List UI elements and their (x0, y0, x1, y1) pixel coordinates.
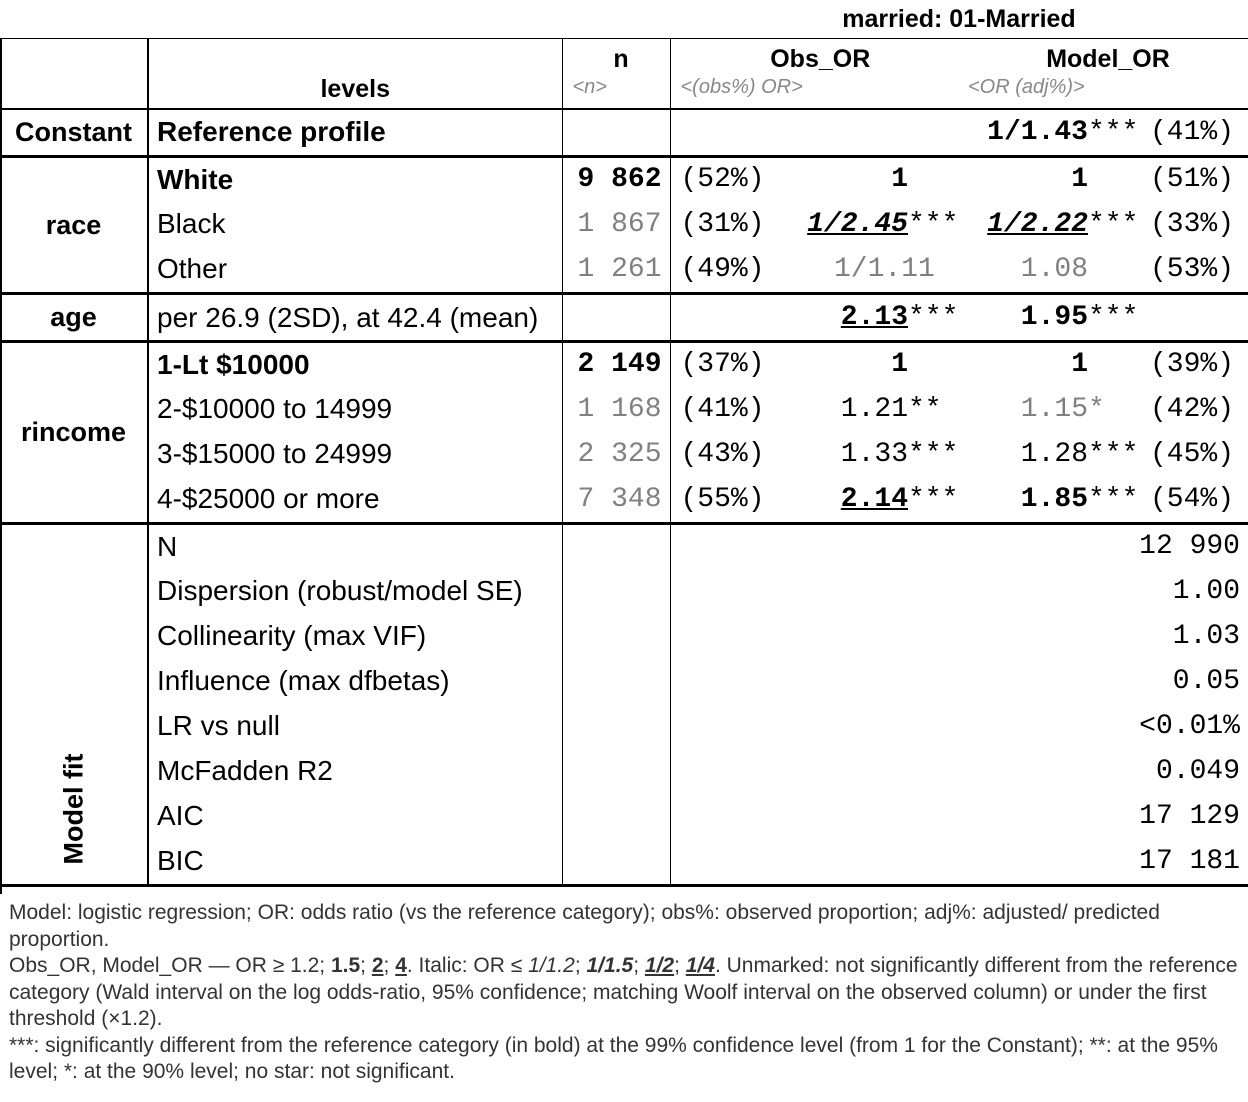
fit-value: 17 181 (1139, 845, 1240, 877)
header-obs-sub: <(obs%) OR> (680, 76, 803, 98)
rincome-model-pct: (42%) (1150, 393, 1235, 425)
fit-row (0, 704, 1248, 749)
constant-model-pct: (41%) (1150, 116, 1235, 148)
footnote-model: Model: logistic regression; OR: odds ratio (vs the reference category); obs%: observed proportion; adj%: adjusted/ predicted proportion. (9, 901, 1160, 951)
race-model-pct: (51%) (1150, 164, 1235, 196)
race-model-or: 1.08 (1020, 253, 1088, 285)
rincome-obs-or: 2.14*** (840, 483, 959, 515)
rincome-obs-or: 1.33*** (840, 438, 959, 470)
race-obs-or: 1/2.45*** (807, 208, 959, 240)
race-model-pct: (53%) (1150, 253, 1235, 285)
header-obs-or: Obs_OR (770, 45, 871, 73)
rincome-level: 3-$15000 to 24999 (148, 432, 562, 477)
race-n: 1 261 (562, 247, 670, 294)
footnotes (9, 900, 1241, 1086)
rincome-level: 4-$25000 or more (148, 477, 562, 524)
age-model-or: 1.95*** (1020, 302, 1139, 333)
table-row (0, 247, 1248, 294)
race-model-or: 1 (1071, 164, 1088, 196)
fit-row (0, 569, 1248, 614)
race-obs-pct: (31%) (680, 208, 765, 240)
rincome-n: 7 348 (562, 477, 670, 524)
fit-row (0, 614, 1248, 659)
constant-level: Reference profile (148, 109, 562, 157)
fit-value: 12 990 (1139, 531, 1240, 563)
footnote-thresholds: Obs_OR, Model_OR — OR ≥ 1.2; 1.5; 2; 4. Italic: OR ≤ 1/1.2; 1/1.5; 1/2; 1/4. Unmarked: not significantly different from the reference category (Wald interval on the log odds-ratio, 95% confidence; matching Woolf interval on the observed column) or under the first threshold (×1.2). (9, 954, 1238, 1030)
group-race: race (0, 157, 148, 294)
table-row (0, 432, 1248, 477)
group-model-fit-cell (0, 524, 148, 886)
fit-row (0, 749, 1248, 794)
rincome-model-pct: (54%) (1150, 483, 1235, 515)
fit-label: McFadden R2 (148, 749, 562, 794)
header-model-or: Model_OR (1046, 45, 1170, 73)
fit-label: N (148, 524, 562, 569)
rincome-n: 1 168 (562, 387, 670, 432)
rincome-obs-pct: (43%) (680, 438, 765, 470)
rincome-n: 2 325 (562, 432, 670, 477)
rincome-obs-pct: (55%) (680, 483, 765, 515)
rincome-model-pct: (39%) (1150, 349, 1235, 381)
fit-value: 17 129 (1139, 800, 1240, 832)
fit-label: Influence (max dfbetas) (148, 659, 562, 704)
header-n-sub: <n> (572, 76, 607, 98)
fit-label: Collinearity (max VIF) (148, 614, 562, 659)
header-model-sub: <OR (adj%)> (968, 76, 1085, 98)
fit-label: LR vs null (148, 704, 562, 749)
race-level: Other (148, 247, 562, 294)
header-n: n (613, 45, 629, 73)
race-obs-or: 1/1.11 (834, 253, 935, 285)
rincome-model-or: 1 (1071, 349, 1088, 381)
header-obs-cell (670, 39, 960, 109)
race-obs-pct: (49%) (680, 253, 765, 285)
race-level: White (148, 157, 562, 202)
age-level: per 26.9 (2SD), at 42.4 (mean) (148, 294, 562, 342)
race-obs-or: 1 (891, 164, 908, 196)
group-model-fit: Model fit (58, 753, 88, 865)
fit-value: 0.05 (1172, 665, 1240, 697)
rincome-model-or: 1.28*** (1020, 438, 1139, 470)
rincome-obs-pct: (41%) (680, 393, 765, 425)
rincome-model-pct: (45%) (1150, 438, 1235, 470)
group-constant: Constant (0, 109, 148, 157)
rincome-obs-or: 1 (891, 349, 908, 381)
fit-value: 1.00 (1172, 575, 1240, 607)
fit-row (0, 524, 1248, 569)
fit-label: Dispersion (robust/model SE) (148, 569, 562, 614)
group-age: age (0, 294, 148, 342)
header-row (0, 39, 1248, 109)
fit-value: <0.01% (1139, 710, 1240, 742)
race-obs-pct: (52%) (680, 164, 765, 196)
table-row (0, 157, 1248, 202)
age-row (0, 294, 1248, 342)
constant-row (0, 109, 1248, 157)
rincome-model-or: 1.85*** (1020, 483, 1139, 515)
table-title: married: 01-Married (842, 5, 1076, 33)
rincome-obs-pct: (37%) (680, 349, 765, 381)
fit-value: 1.03 (1172, 620, 1240, 652)
header-levels: levels (148, 39, 562, 109)
rincome-level: 1-Lt $10000 (148, 342, 562, 387)
race-n: 9 862 (562, 157, 670, 202)
table-row (0, 202, 1248, 247)
header-n-cell (562, 39, 670, 109)
table-row (0, 387, 1248, 432)
fit-value: 0.049 (1155, 755, 1240, 787)
fit-row (0, 839, 1248, 886)
fit-label: BIC (148, 839, 562, 886)
fit-row (0, 659, 1248, 704)
group-rincome: rincome (0, 342, 148, 524)
left-border (0, 38, 2, 894)
race-model-or: 1/2.22*** (987, 208, 1139, 240)
rincome-level: 2-$10000 to 14999 (148, 387, 562, 432)
table-row (0, 477, 1248, 524)
footnote-stars: ***: significantly different from the reference category (in bold) at the 99% confidence level (from 1 for the Constant); **: at the 95% level; *: at the 90% level; no star: not significant. (9, 1033, 1218, 1083)
rincome-model-or: 1.15* (1020, 393, 1105, 425)
race-model-pct: (33%) (1150, 208, 1235, 240)
rincome-obs-or: 1.21** (840, 393, 942, 425)
regression-table (0, 38, 1248, 887)
rincome-n: 2 149 (562, 342, 670, 387)
age-obs-or: 2.13*** (840, 302, 959, 333)
fit-label: AIC (148, 794, 562, 839)
table-row (0, 342, 1248, 387)
fit-row (0, 794, 1248, 839)
race-n: 1 867 (562, 202, 670, 247)
race-level: Black (148, 202, 562, 247)
header-group-cell (0, 39, 148, 109)
header-model-cell (960, 39, 1248, 109)
constant-model-or: 1/1.43*** (987, 116, 1139, 148)
